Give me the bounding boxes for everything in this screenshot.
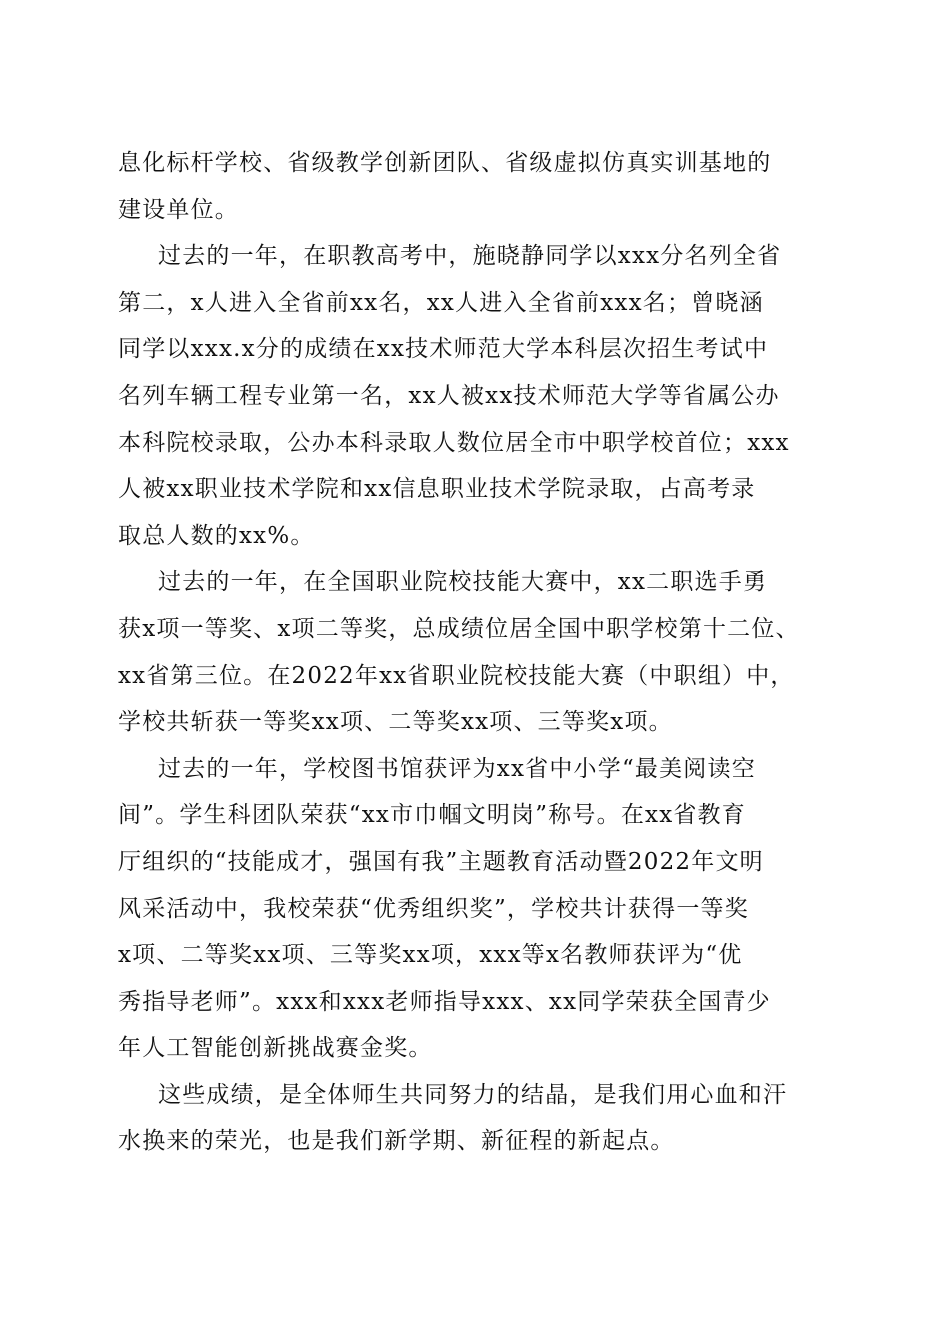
paragraph-conclusion — [118, 1072, 838, 1165]
text-line: x项、二等奖xx项、三等奖xx项，xxx等x名教师获评为“优 — [118, 942, 743, 969]
text-line: 获x项一等奖、x项二等奖，总成绩位居全国中职学校第十二位、 — [118, 615, 800, 642]
text-line: 厅组织的“技能成才，强国有我”主题教育活动暨2022年文明 — [118, 848, 764, 875]
text-line: 人被xx职业技术学院和xx信息职业技术学院录取，占高考录 — [118, 476, 756, 503]
text-line: 秀指导老师”。xxx和xxx老师指导xxx、xx同学荣获全国青少 — [118, 988, 771, 1015]
text-line: 过去的一年，在全国职业院校技能大赛中，xx二职选手勇 — [158, 569, 768, 596]
text-line: 建设单位。 — [118, 196, 239, 223]
text-line: 水换来的荣光，也是我们新学期、新征程的新起点。 — [118, 1128, 675, 1155]
text-line: xx省第三位。在2022年xx省职业院校技能大赛（中职组）中， — [118, 662, 795, 689]
text-line: 风采活动中，我校荣获“优秀组织奖”，学校共计获得一等奖 — [118, 895, 749, 922]
paragraph-skills-competition — [118, 559, 838, 745]
text-line: 年人工智能创新挑战赛金奖。 — [118, 1035, 433, 1062]
text-line: 第二，x人进入全省前xx名，xx人进入全省前xxx名；曾晓涵 — [118, 289, 764, 316]
paragraph-continuation — [118, 140, 838, 233]
text-line: 过去的一年，学校图书馆获评为xx省中小学“最美阅读空 — [158, 755, 756, 782]
text-line: 取总人数的xx%。 — [118, 522, 315, 549]
paragraph-honors — [118, 746, 838, 1072]
text-line: 同学以xxx.x分的成绩在xx技术师范大学本科层次招生考试中 — [118, 336, 769, 363]
text-line: 过去的一年，在职教高考中，施晓静同学以xxx分名列全省 — [158, 243, 782, 270]
text-line: 本科院校录取，公办本科录取人数位居全市中职学校首位；xxx — [118, 429, 790, 456]
text-line: 息化标杆学校、省级教学创新团队、省级虚拟仿真实训基地的 — [118, 150, 772, 176]
text-line: 间”。学生科团队荣获“xx市巾帼文明岗”称号。在xx省教育 — [118, 802, 746, 829]
paragraph-exam-results — [118, 233, 838, 559]
document-body — [118, 140, 838, 1165]
text-line: 这些成绩，是全体师生共同努力的结晶，是我们用心血和汗 — [158, 1081, 788, 1108]
text-line: 学校共斩获一等奖xx项、二等奖xx项、三等奖x项。 — [118, 709, 673, 736]
text-line: 名列车辆工程专业第一名，xx人被xx技术师范大学等省属公办 — [118, 382, 780, 409]
